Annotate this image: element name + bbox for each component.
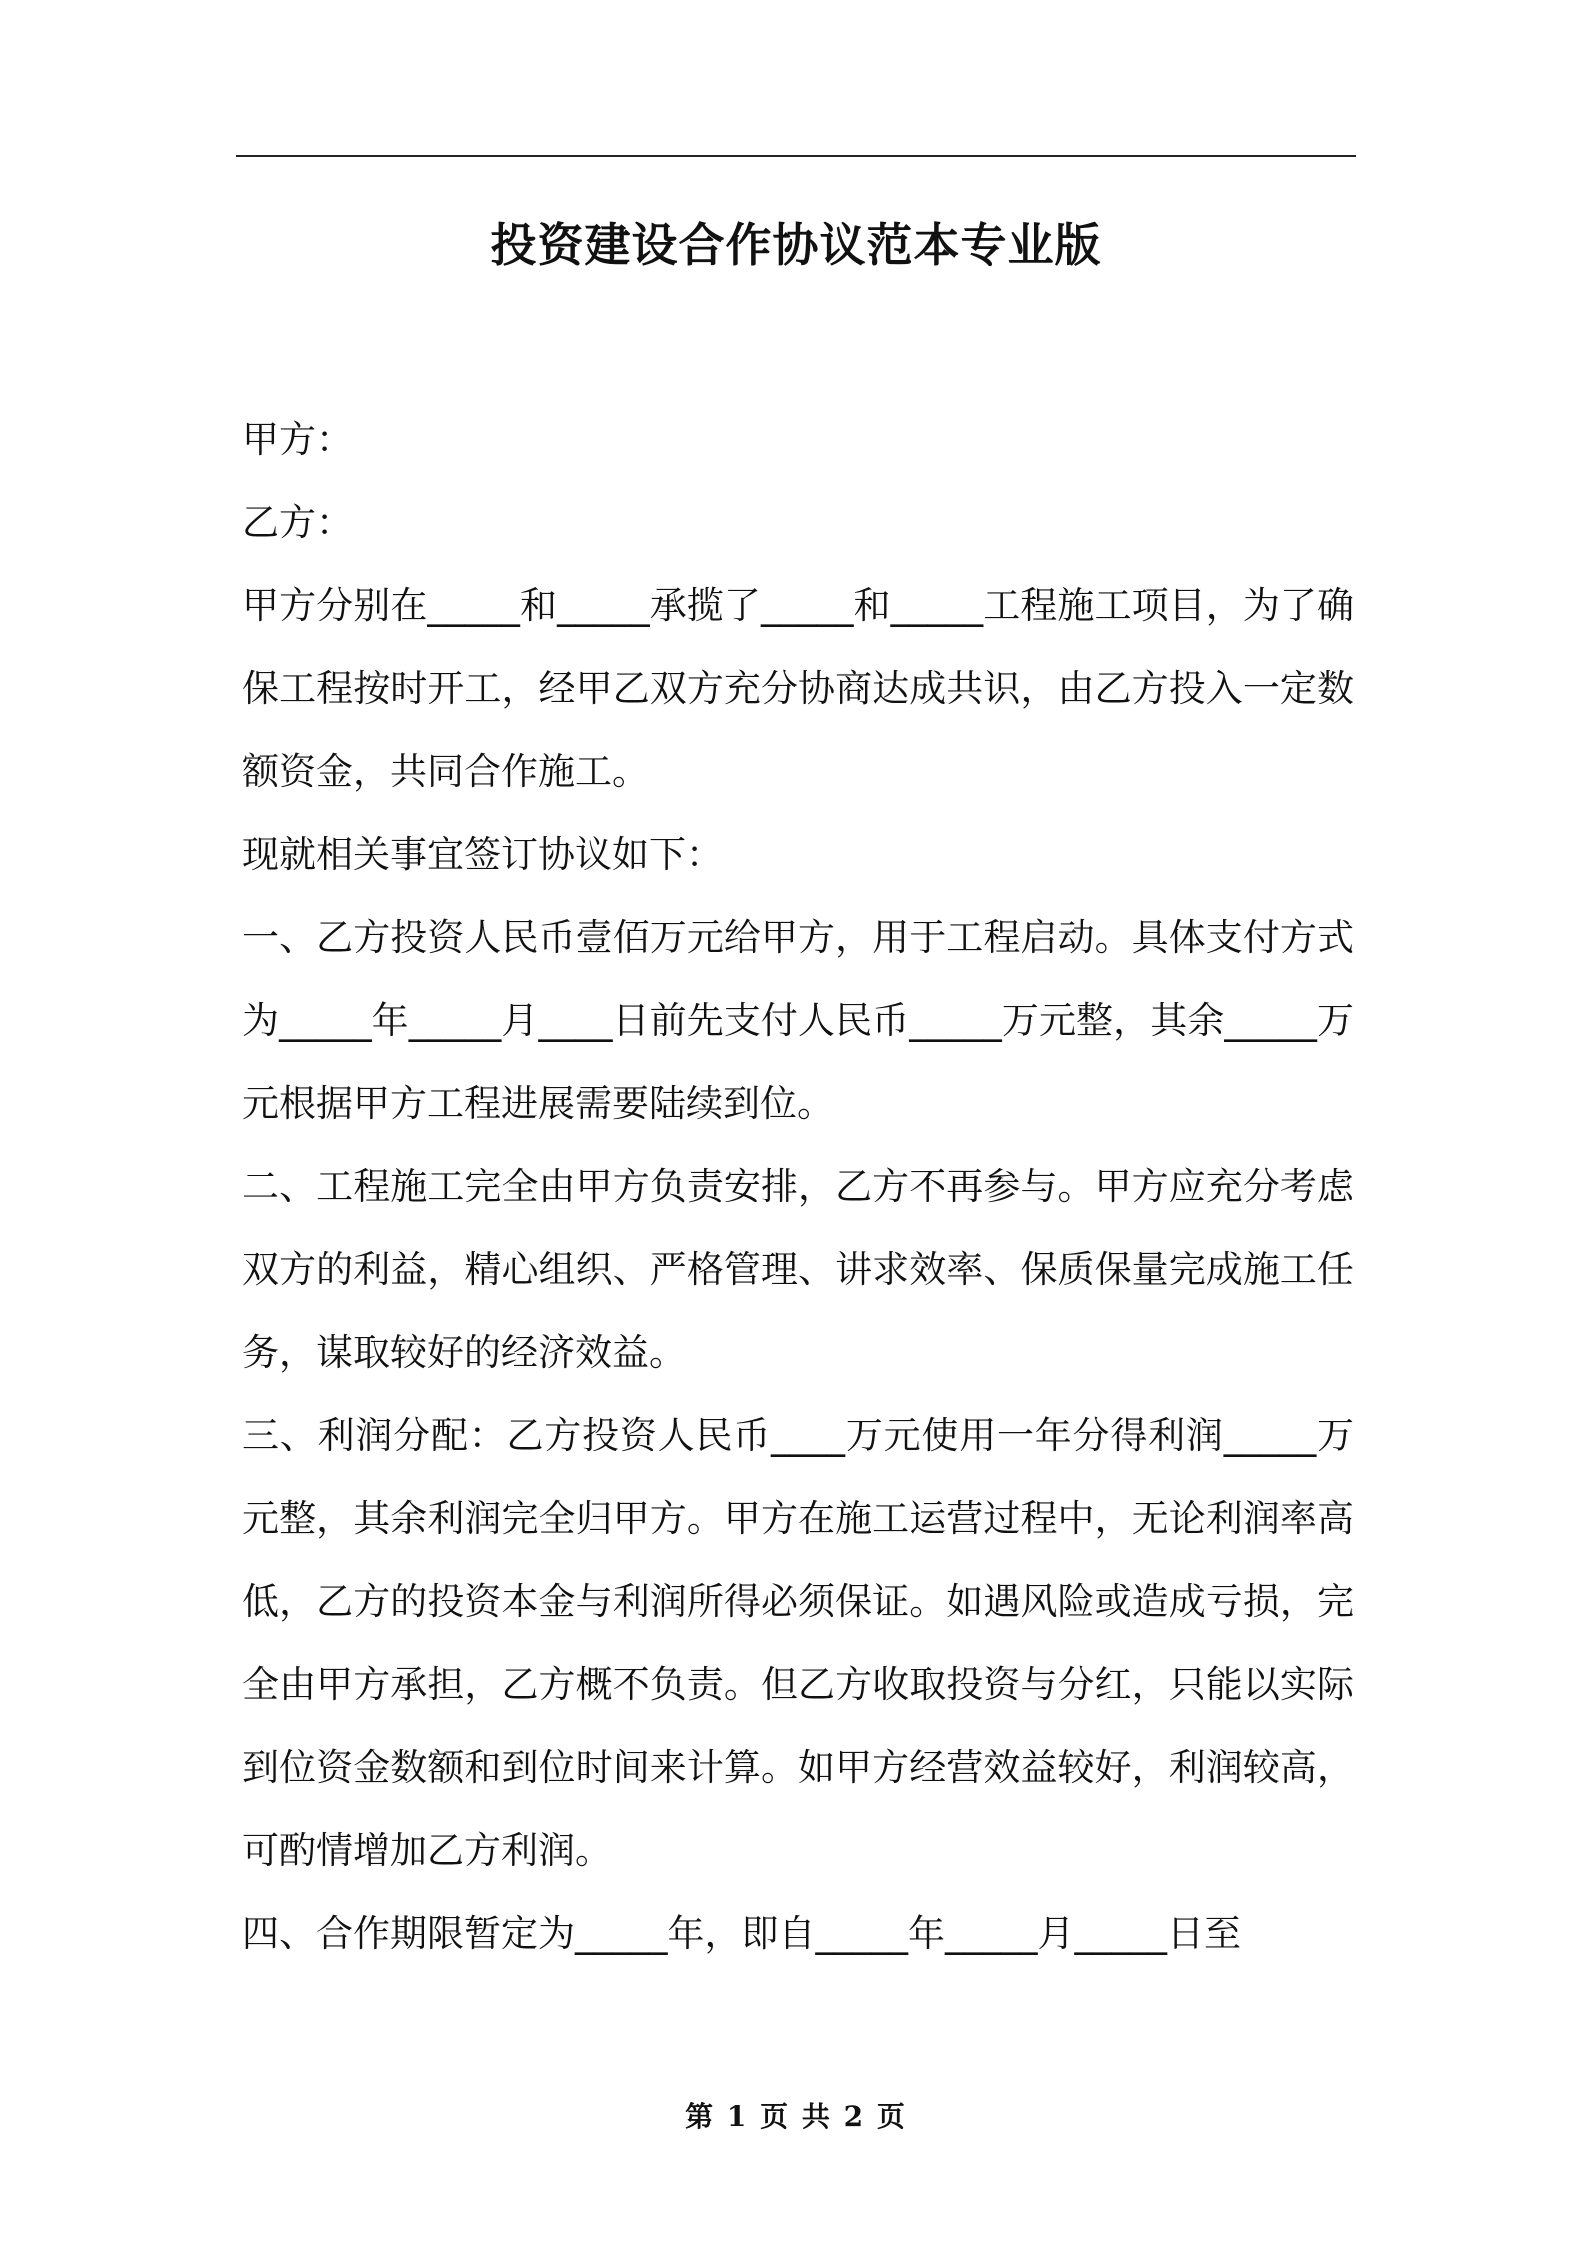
clause-4-term: 四、合作期限暂定为_____年，即自_____年_____月_____日至 (242, 1912, 1241, 1955)
preamble-paragraph: 甲方分别在_____和_____承揽了_____和_____工程施工项目，为了确保工程按时开工，经甲乙双方充分协商达成共识，由乙方投入一定数额资金，共同合作施工。 (242, 584, 1354, 793)
agreement-intro: 现就相关事宜签订协议如下： (242, 833, 723, 876)
clause-1-investment: 一、乙方投资人民币壹佰万元给甲方，用于工程启动。具体支付方式为_____年_____月____日前先支付人民币_____万元整，其余_____万元根据甲方工程进展需要陆续到位。 (242, 916, 1354, 1125)
document-body (242, 398, 1354, 1975)
party-b-line: 乙方： (242, 501, 353, 544)
page-number-footer: 第 1 页 共 2 页 (685, 2100, 907, 2133)
header-rule (236, 155, 1356, 157)
clause-2-construction: 二、工程施工完全由甲方负责安排，乙方不再参与。甲方应充分考虑双方的利益，精心组织、严格管理、讲求效率、保质保量完成施工任务，谋取较好的经济效益。 (242, 1165, 1354, 1374)
clause-3-profit-distribution: 三、利润分配：乙方投资人民币____万元使用一年分得利润_____万元整，其余利润完全归甲方。甲方在施工运营过程中，无论利润率高低，乙方的投资本金与利润所得必须保证。如遇风险或造成亏损，完全由甲方承担，乙方概不负责。但乙方收取投资与分红，只能以实际到位资金数额和到位时间来计算。如甲方经营效益较好，利润较高，可酌情增加乙方利润。 (242, 1414, 1354, 1872)
document-title: 投资建设合作协议范本专业版 (490, 218, 1102, 272)
party-a-line: 甲方： (242, 418, 353, 461)
